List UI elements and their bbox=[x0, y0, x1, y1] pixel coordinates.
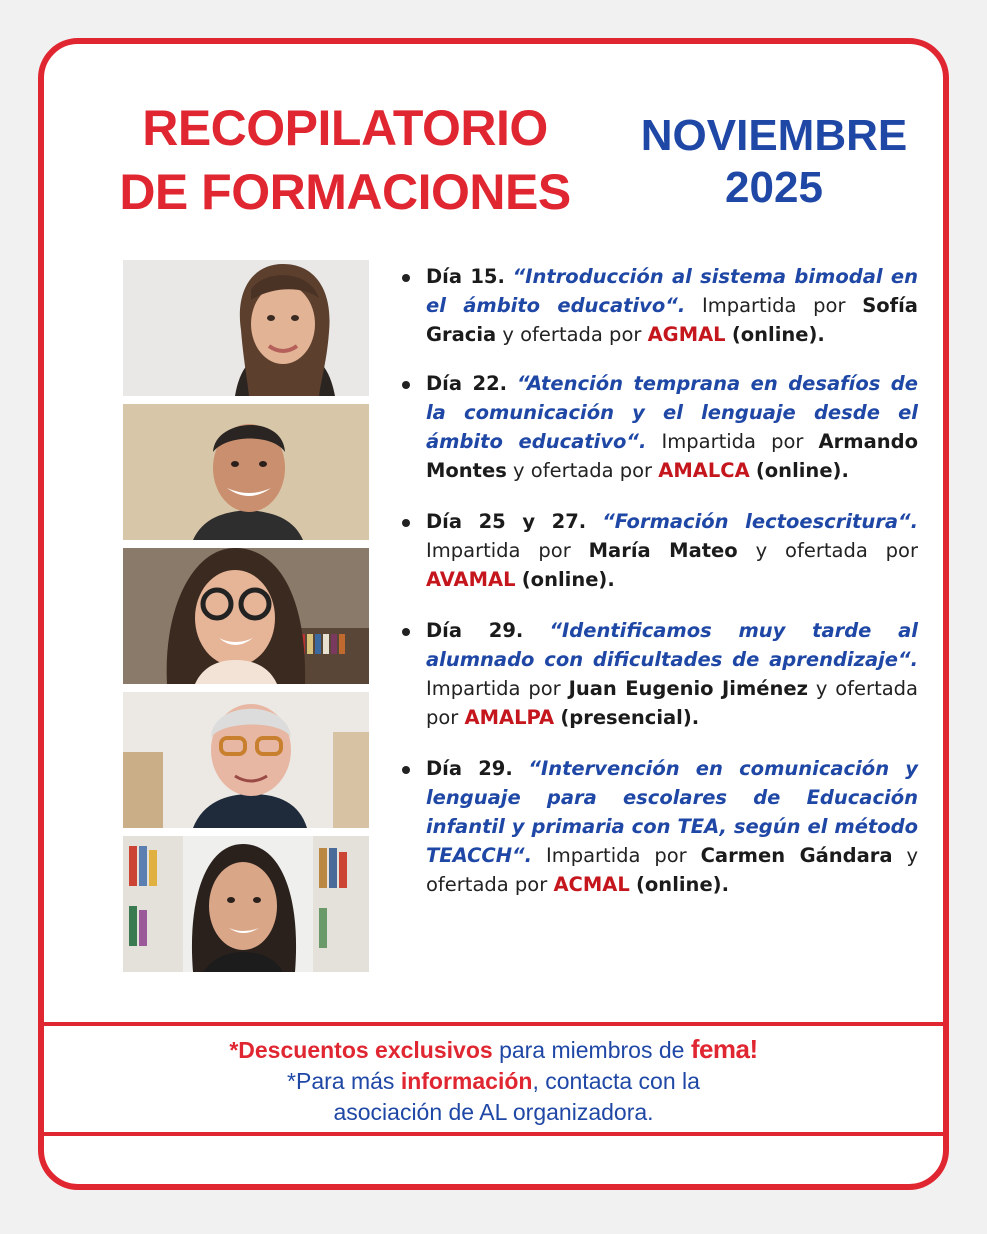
taught-by-label: Impartida por bbox=[545, 844, 687, 867]
taught-by-label: Impartida por bbox=[426, 539, 571, 562]
teacher-name: Armando Montes bbox=[426, 430, 918, 482]
speaker-photo-2 bbox=[123, 404, 369, 540]
speaker-photo-3 bbox=[123, 548, 369, 684]
month-label: NOVIEMBRE bbox=[640, 111, 908, 160]
footer-note bbox=[44, 1022, 943, 1136]
list-item bbox=[400, 754, 918, 899]
course-day: Día 25 y 27. bbox=[426, 510, 587, 533]
date-heading bbox=[629, 110, 919, 214]
organizer-name: AGMAL bbox=[647, 323, 726, 346]
course-title: “Introducción al sistema bimodal en el ámbito educativo“. bbox=[426, 265, 918, 317]
year-label: 2025 bbox=[725, 163, 823, 212]
course-title: “Intervención en comunicación y lenguaje para escolares de Educación infantil y primaria con TEA, según el método TEACCH“. bbox=[426, 757, 918, 867]
course-day: Día 29. bbox=[426, 619, 524, 642]
offered-by-label: y ofertada por bbox=[755, 539, 919, 562]
offered-by-label: y ofertada por bbox=[426, 677, 918, 729]
course-list bbox=[400, 262, 918, 899]
title-line-2: DE FORMACIONES bbox=[119, 164, 571, 220]
flyer-card bbox=[38, 38, 949, 1190]
offered-by-label: y ofertada por bbox=[513, 459, 653, 482]
list-item bbox=[400, 507, 918, 594]
list-item bbox=[400, 369, 918, 485]
taught-by-label: Impartida por bbox=[661, 430, 804, 453]
flyer-title bbox=[100, 96, 590, 224]
speaker-photos bbox=[123, 260, 375, 980]
course-mode: (online). bbox=[521, 568, 615, 591]
info-prefix: *Para más bbox=[287, 1068, 395, 1094]
course-title: “Identificamos muy tarde al alumnado con dificultades de aprendizaje“. bbox=[426, 619, 918, 671]
course-title: “Formación lectoescritura“. bbox=[602, 510, 918, 533]
speaker-photo-5 bbox=[123, 836, 369, 972]
teacher-name: Carmen Gándara bbox=[700, 844, 893, 867]
speaker-photo-1 bbox=[123, 260, 369, 396]
footer-line-1 bbox=[44, 1034, 943, 1066]
course-mode: (online). bbox=[755, 459, 849, 482]
footer-line-2 bbox=[44, 1066, 943, 1097]
title-line-1: RECOPILATORIO bbox=[142, 100, 548, 156]
course-title: “Atención temprana en desafíos de la comunicación y el lenguaje desde el ámbito educativo“. bbox=[426, 372, 918, 453]
discount-highlight: *Descuentos exclusivos bbox=[229, 1037, 493, 1063]
teacher-name: María Mateo bbox=[588, 539, 738, 562]
list-item bbox=[400, 262, 918, 349]
course-day: Día 15. bbox=[426, 265, 505, 288]
speaker-photo-4 bbox=[123, 692, 369, 828]
list-item bbox=[400, 616, 918, 732]
discount-text: para miembros de bbox=[499, 1037, 685, 1063]
course-mode: (online). bbox=[731, 323, 825, 346]
teacher-name: Juan Eugenio Jiménez bbox=[568, 677, 808, 700]
organizer-name: AMALPA bbox=[464, 706, 555, 729]
course-mode: (online). bbox=[636, 873, 729, 896]
organizer-name: AVAMAL bbox=[426, 568, 516, 591]
fema-logo: fema! bbox=[690, 1034, 758, 1064]
footer-line-3: asociación de AL organizadora. bbox=[333, 1099, 654, 1125]
organizer-name: AMALCA bbox=[658, 459, 750, 482]
course-day: Día 29. bbox=[426, 757, 513, 780]
teacher-name: Sofía Gracia bbox=[426, 294, 918, 346]
taught-by-label: Impartida por bbox=[701, 294, 846, 317]
taught-by-label: Impartida por bbox=[426, 677, 561, 700]
offered-by-label: y ofertada por bbox=[426, 844, 919, 896]
info-highlight: información bbox=[400, 1068, 533, 1094]
course-day: Día 22. bbox=[426, 372, 508, 395]
offered-by-label: y ofertada por bbox=[502, 323, 642, 346]
course-mode: (presencial). bbox=[560, 706, 700, 729]
info-text: , contacta con la bbox=[532, 1068, 700, 1094]
organizer-name: ACMAL bbox=[553, 873, 630, 896]
